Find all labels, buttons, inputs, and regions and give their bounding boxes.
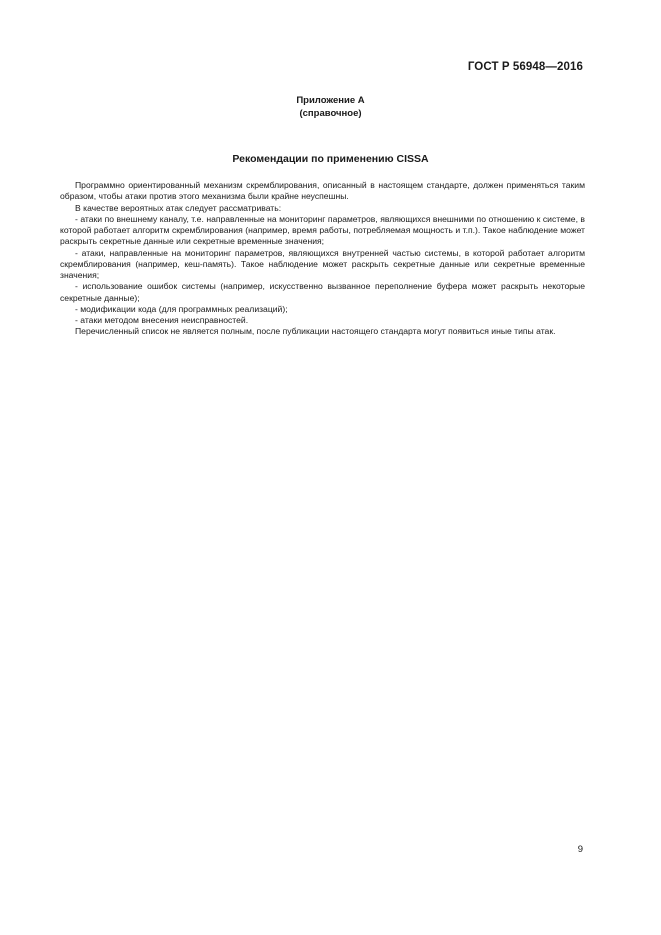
list-item: - модификации кода (для программных реализаций);	[75, 303, 288, 314]
list-item: - атаки методом внесения неисправностей.	[75, 315, 249, 325]
section-title: Рекомендации по применению CISSA	[232, 153, 429, 165]
appendix-label: Приложение А	[296, 95, 365, 106]
appendix-heading	[0, 94, 661, 120]
appendix-type: (справочное)	[299, 108, 362, 119]
list-item: - атаки по внешнему каналу, т.е. направленные на мониторинг параметров, являющихся внешними по отношению к системе, в которой работает алгоритм скремблирования (например, время работы, потребляемая мощность и т.п.). Такое наблюдение может раскрыть секретные данные или секретные временные значения;	[60, 213, 585, 247]
paragraph: Перечисленный список не является полным, после публикации настоящего стандарта могут появиться иные типы атак.	[75, 326, 556, 337]
paragraph: Программно ориентированный механизм скремблирования, описанный в настоящем стандарте, должен применяться таким образом, чтобы атаки против этого механизма были крайне неуспешны.	[60, 180, 585, 202]
list-item: - использование ошибок системы (например, искусственно вызванное переполнение буфера может раскрыть некоторые секретные данные);	[60, 281, 585, 303]
page-number: 9	[577, 844, 583, 855]
standard-code-header: ГОСТ Р 56948—2016	[467, 61, 583, 73]
list-item: - атаки, направленные на мониторинг параметров, являющихся внутренней частью системы, в которой работает алгоритм скремблирования (например, кеш-память). Такое наблюдение может раскрыть секретные данные или секретные временные значения;	[60, 247, 585, 280]
body-text	[60, 180, 585, 338]
paragraph: В качестве вероятных атак следует рассматривать:	[75, 202, 282, 213]
